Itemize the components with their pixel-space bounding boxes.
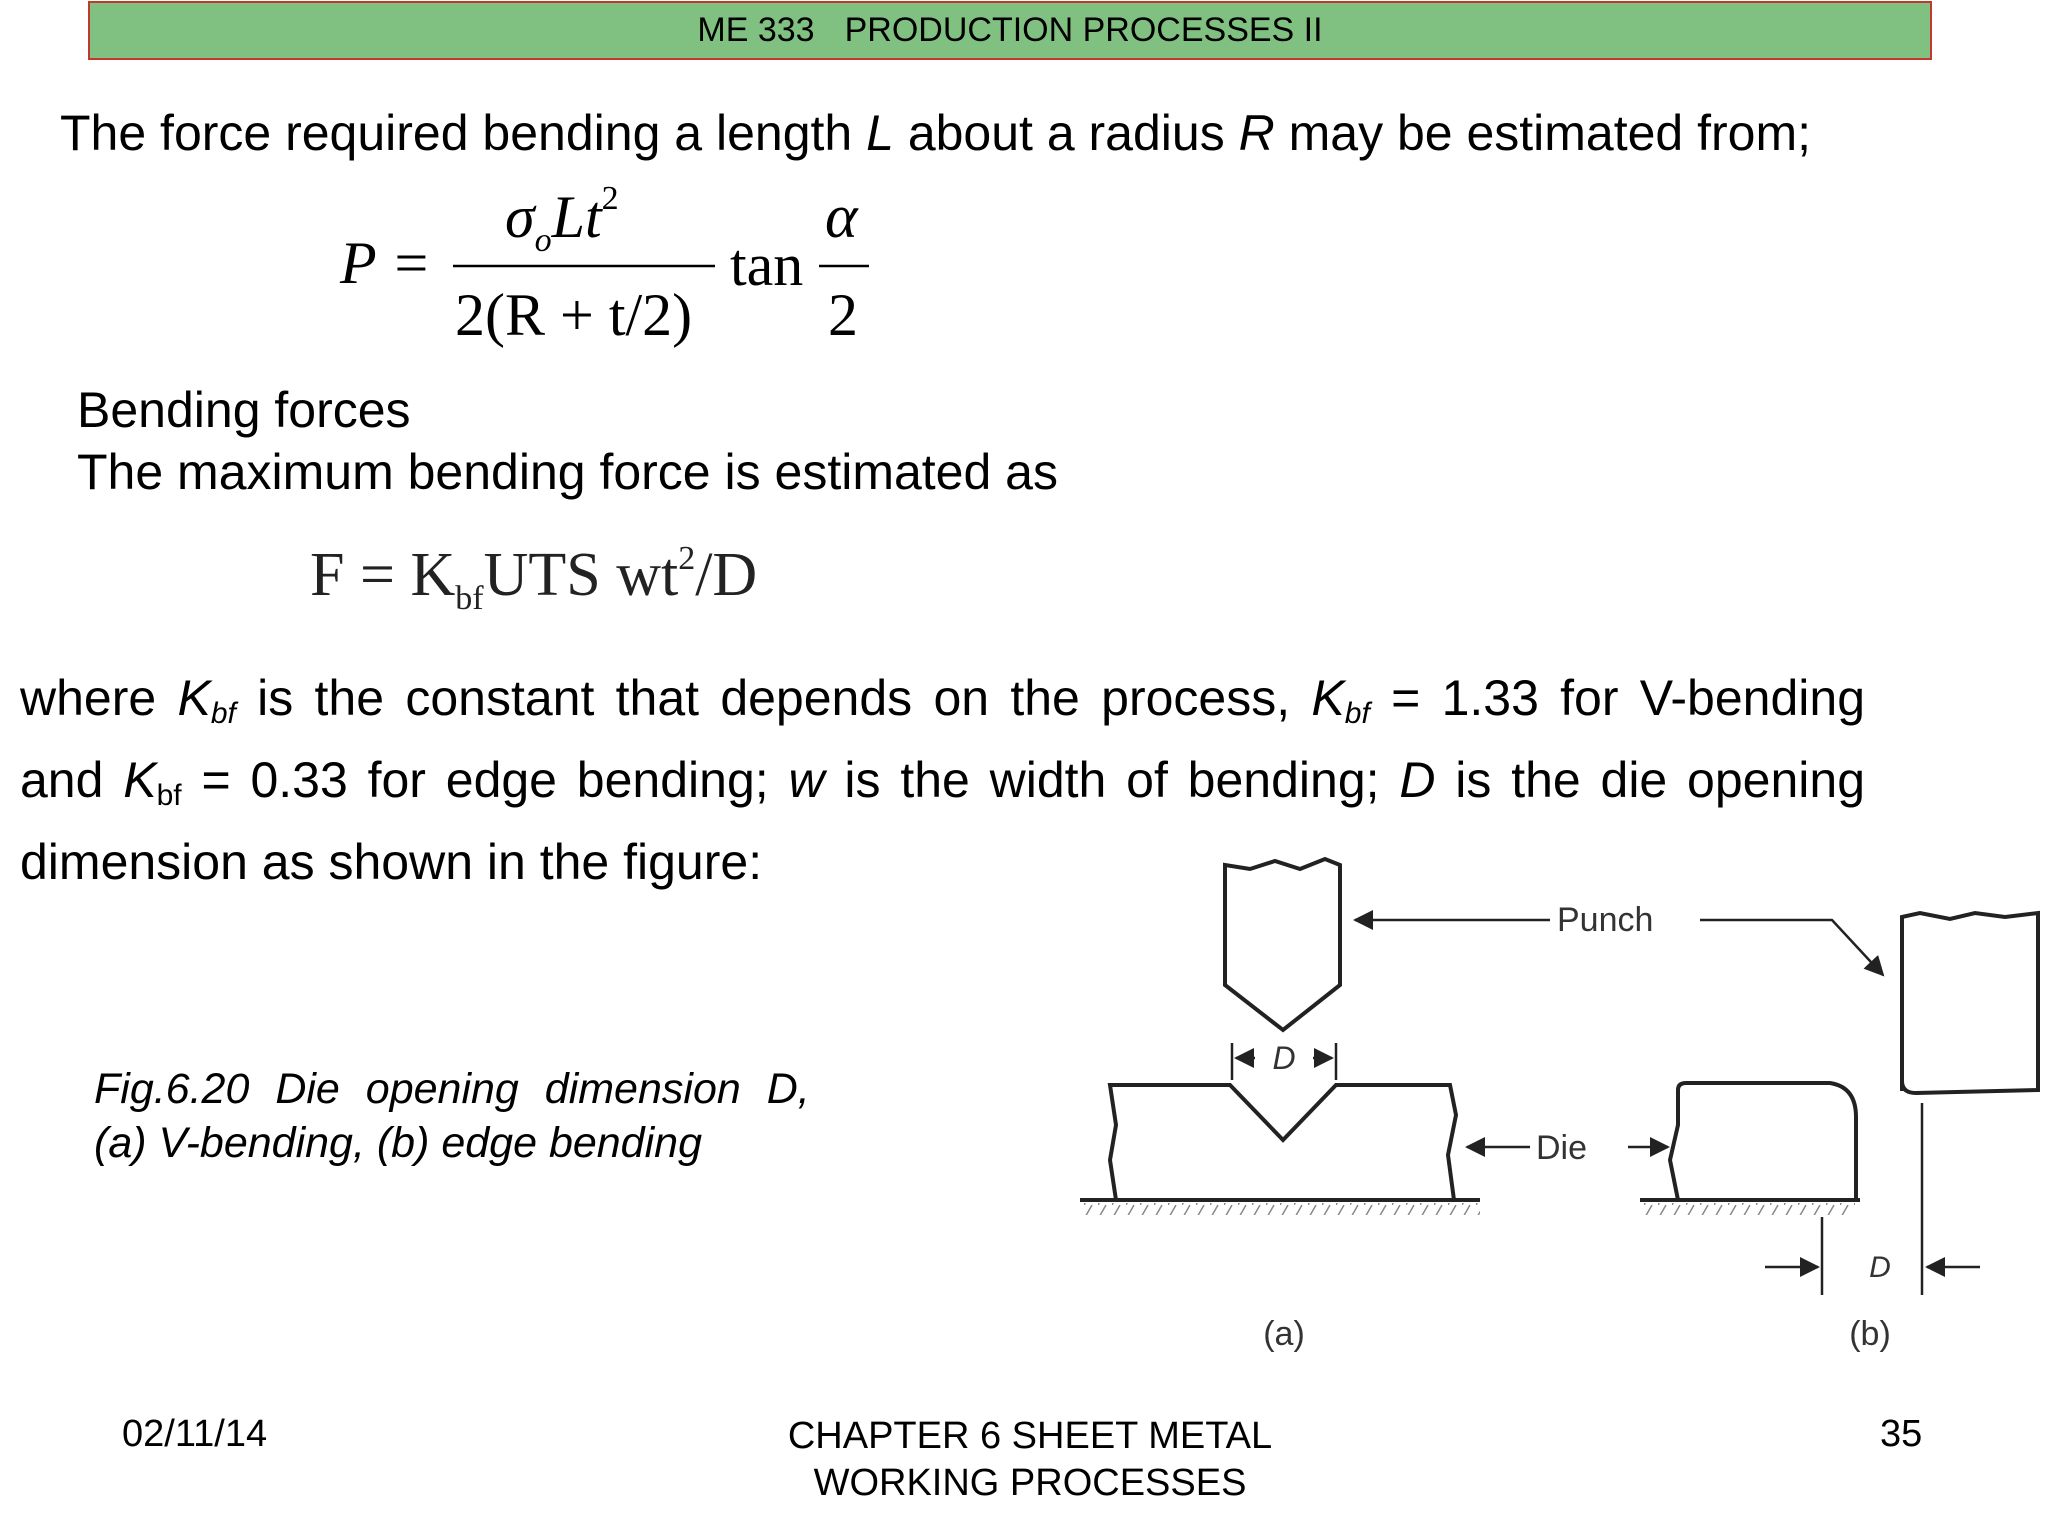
dim-d-label-a: D xyxy=(1272,1040,1296,1076)
edge-punch xyxy=(1902,913,2038,1093)
label-a: (a) xyxy=(1263,1315,1305,1353)
v-die xyxy=(1110,1085,1456,1200)
eq1-denominator: 2(R + t/2) xyxy=(455,282,693,348)
page-number: 35 xyxy=(1880,1413,1923,1455)
eq1-alpha: α xyxy=(825,185,858,251)
para-line: dimension as shown in the figure: xyxy=(20,834,763,890)
ground-hatch-b xyxy=(1640,1203,1855,1215)
para-line: and $K_{bf} = 0.33$ for edge bending; w is the width of bending; D is the die opening xyxy=(20,752,1865,812)
header-bar xyxy=(88,1,1932,60)
para-line: where $K_{bf}$ is the constant that depends on the process, $K_{bf} = 1.33$ for V-bending xyxy=(20,670,1866,730)
eq1-two: 2 xyxy=(828,282,858,348)
ground-hatch-a xyxy=(1080,1203,1480,1215)
footer-chapter: CHAPTER 6 SHEET METAL WORKING PROCESSES xyxy=(787,1415,1273,1504)
edge-die xyxy=(1670,1083,1856,1200)
eq1-numerator: $\sigma_oLt^2$ xyxy=(505,185,619,259)
bending-force-equation xyxy=(335,185,895,355)
footer-date: 02/11/14 xyxy=(122,1413,268,1455)
dim-d-label-b: D xyxy=(1869,1251,1891,1284)
die-opening-figure xyxy=(1070,855,2040,1365)
label-b: (b) xyxy=(1849,1315,1891,1353)
die-label: Die xyxy=(1536,1129,1588,1167)
eq1-tan: tan xyxy=(730,232,804,298)
course-code: ME 333 xyxy=(697,11,815,49)
section-title: Bending forces xyxy=(77,382,411,438)
max-bending-force-equation: $F = K_{bf}UTS$ $wt^2/D$ xyxy=(310,540,758,617)
figure-caption: Fig.6.20 Die opening dimension D, (a) V-bending, (b) edge bending xyxy=(94,1065,810,1167)
eq1-lhs: P = xyxy=(340,230,432,296)
course-title: PRODUCTION PROCESSES II xyxy=(844,11,1323,49)
section-desc: The maximum bending force is estimated as xyxy=(77,444,1058,500)
punch-label: Punch xyxy=(1557,901,1654,939)
v-punch xyxy=(1225,859,1340,1030)
intro-text: The force required bending a length L about a radius R may be estimated from; xyxy=(60,105,1812,161)
